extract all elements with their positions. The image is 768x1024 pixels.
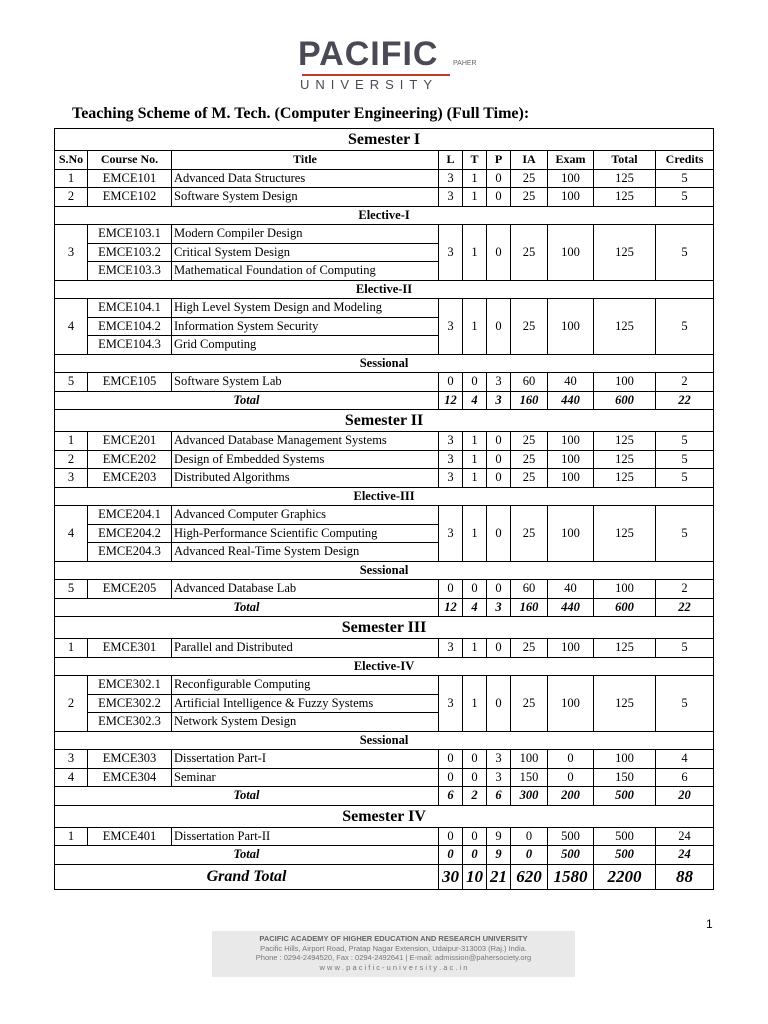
total-credits: 22 — [656, 391, 714, 410]
document-heading: Teaching Scheme of M. Tech. (Computer Engineering) (Full Time): — [72, 105, 530, 122]
logo-divider — [302, 74, 450, 76]
value-p: 0 — [487, 639, 511, 658]
course-code: EMCE302.3 — [88, 713, 172, 732]
value-t: 1 — [463, 676, 487, 732]
course-title: Design of Embedded Systems — [172, 450, 439, 469]
total-t: 4 — [463, 598, 487, 617]
value-total: 125 — [594, 299, 656, 355]
serial-number: 1 — [55, 639, 88, 658]
elective-option-row — [55, 225, 714, 244]
course-title: Distributed Algorithms — [172, 469, 439, 488]
serial-number: 1 — [55, 169, 88, 188]
value-ia: 25 — [511, 225, 548, 281]
value-t: 0 — [463, 827, 487, 846]
semester-title-row — [55, 805, 714, 827]
course-code: EMCE302.2 — [88, 694, 172, 713]
course-code: EMCE202 — [88, 450, 172, 469]
value-ia: 25 — [511, 169, 548, 188]
total-row — [55, 787, 714, 806]
value-ia: 25 — [511, 469, 548, 488]
value-exam: 100 — [548, 506, 594, 562]
value-ia: 25 — [511, 299, 548, 355]
column-header: Course No. — [88, 151, 172, 170]
value-credits: 5 — [656, 225, 714, 281]
value-total: 125 — [594, 432, 656, 451]
total-row — [55, 846, 714, 865]
value-credits: 5 — [656, 676, 714, 732]
course-title: Advanced Computer Graphics — [172, 506, 439, 525]
grand-total-p: 21 — [487, 864, 511, 889]
course-row — [55, 432, 714, 451]
elective-option-row — [55, 299, 714, 318]
value-exam: 100 — [548, 432, 594, 451]
total-exam: 500 — [548, 846, 594, 865]
total-exam: 440 — [548, 598, 594, 617]
total-p: 6 — [487, 787, 511, 806]
course-code: EMCE204.3 — [88, 543, 172, 562]
semester-title-row — [55, 617, 714, 639]
value-credits: 2 — [656, 580, 714, 599]
section-band-row — [55, 561, 714, 580]
column-header: Credits — [656, 151, 714, 170]
value-l: 3 — [439, 225, 463, 281]
value-t: 0 — [463, 373, 487, 392]
course-title: Dissertation Part-II — [172, 827, 439, 846]
value-exam: 100 — [548, 676, 594, 732]
value-p: 0 — [487, 676, 511, 732]
value-credits: 5 — [656, 188, 714, 207]
footer-contact: Phone : 0294-2494520, Fax : 0294-2492641 | E-mail: admission@pahersociety.org — [255, 953, 532, 962]
section-band-row — [55, 487, 714, 506]
course-row — [55, 169, 714, 188]
value-t: 0 — [463, 580, 487, 599]
column-header: IA — [511, 151, 548, 170]
value-total: 125 — [594, 169, 656, 188]
course-row — [55, 768, 714, 787]
course-code: EMCE303 — [88, 750, 172, 769]
section-label: Elective-III — [55, 487, 714, 506]
total-t: 2 — [463, 787, 487, 806]
value-total: 100 — [594, 373, 656, 392]
value-l: 3 — [439, 432, 463, 451]
footer-address-block — [212, 931, 575, 977]
course-code: EMCE103.1 — [88, 225, 172, 244]
course-code: EMCE102 — [88, 188, 172, 207]
total-total: 600 — [594, 391, 656, 410]
course-row — [55, 827, 714, 846]
course-title: Software System Design — [172, 188, 439, 207]
serial-number: 3 — [55, 225, 88, 281]
value-ia: 25 — [511, 506, 548, 562]
serial-number: 2 — [55, 450, 88, 469]
section-band-row — [55, 657, 714, 676]
logo-subtitle: UNIVERSITY — [300, 77, 439, 92]
value-l: 3 — [439, 169, 463, 188]
value-t: 1 — [463, 639, 487, 658]
course-title: High-Performance Scientific Computing — [172, 524, 439, 543]
course-title: Advanced Real-Time System Design — [172, 543, 439, 562]
course-code: EMCE204.1 — [88, 506, 172, 525]
course-code: EMCE104.3 — [88, 336, 172, 355]
total-l: 0 — [439, 846, 463, 865]
value-total: 150 — [594, 768, 656, 787]
course-code: EMCE301 — [88, 639, 172, 658]
value-t: 1 — [463, 432, 487, 451]
course-row — [55, 450, 714, 469]
course-row — [55, 580, 714, 599]
course-row — [55, 639, 714, 658]
value-credits: 5 — [656, 299, 714, 355]
value-t: 0 — [463, 750, 487, 769]
value-l: 0 — [439, 580, 463, 599]
total-row — [55, 391, 714, 410]
grand-total-ia: 620 — [511, 864, 548, 889]
page-number: 1 — [706, 917, 713, 931]
column-header: Exam — [548, 151, 594, 170]
course-row — [55, 188, 714, 207]
elective-option-row — [55, 506, 714, 525]
value-p: 3 — [487, 750, 511, 769]
value-p: 0 — [487, 506, 511, 562]
serial-number: 3 — [55, 750, 88, 769]
course-title: Software System Lab — [172, 373, 439, 392]
course-code: EMCE104.1 — [88, 299, 172, 318]
value-p: 0 — [487, 169, 511, 188]
value-credits: 4 — [656, 750, 714, 769]
value-exam: 100 — [548, 450, 594, 469]
value-l: 0 — [439, 768, 463, 787]
value-t: 1 — [463, 469, 487, 488]
total-p: 3 — [487, 391, 511, 410]
grand-total-t: 10 — [463, 864, 487, 889]
value-p: 0 — [487, 469, 511, 488]
total-l: 12 — [439, 598, 463, 617]
value-exam: 100 — [548, 469, 594, 488]
course-title: Modern Compiler Design — [172, 225, 439, 244]
value-ia: 25 — [511, 188, 548, 207]
total-l: 6 — [439, 787, 463, 806]
grand-total-total: 2200 — [594, 864, 656, 889]
total-l: 12 — [439, 391, 463, 410]
value-ia: 25 — [511, 639, 548, 658]
total-p: 9 — [487, 846, 511, 865]
course-code: EMCE103.2 — [88, 243, 172, 262]
value-ia: 60 — [511, 373, 548, 392]
value-exam: 0 — [548, 750, 594, 769]
value-ia: 0 — [511, 827, 548, 846]
section-label: Elective-II — [55, 280, 714, 299]
logo-wordmark: PACIFIC — [298, 35, 439, 73]
value-p: 3 — [487, 768, 511, 787]
value-l: 0 — [439, 750, 463, 769]
value-total: 125 — [594, 639, 656, 658]
value-ia: 60 — [511, 580, 548, 599]
value-t: 1 — [463, 450, 487, 469]
column-header-row — [55, 151, 714, 170]
section-band-row — [55, 354, 714, 373]
total-ia: 160 — [511, 391, 548, 410]
course-code: EMCE201 — [88, 432, 172, 451]
value-exam: 0 — [548, 768, 594, 787]
value-total: 100 — [594, 750, 656, 769]
course-code: EMCE205 — [88, 580, 172, 599]
semester-title: Semester I — [55, 129, 714, 151]
value-l: 3 — [439, 676, 463, 732]
value-total: 125 — [594, 225, 656, 281]
value-credits: 5 — [656, 169, 714, 188]
course-title: Advanced Database Management Systems — [172, 432, 439, 451]
value-ia: 150 — [511, 768, 548, 787]
value-t: 1 — [463, 188, 487, 207]
value-t: 1 — [463, 169, 487, 188]
value-credits: 5 — [656, 432, 714, 451]
value-l: 3 — [439, 469, 463, 488]
value-exam: 100 — [548, 225, 594, 281]
value-total: 500 — [594, 827, 656, 846]
course-code: EMCE203 — [88, 469, 172, 488]
serial-number: 2 — [55, 676, 88, 732]
value-p: 0 — [487, 225, 511, 281]
value-l: 3 — [439, 188, 463, 207]
total-total: 600 — [594, 598, 656, 617]
value-credits: 6 — [656, 768, 714, 787]
serial-number: 1 — [55, 827, 88, 846]
serial-number: 1 — [55, 432, 88, 451]
section-band-row — [55, 280, 714, 299]
value-ia: 100 — [511, 750, 548, 769]
serial-number: 4 — [55, 506, 88, 562]
value-p: 0 — [487, 580, 511, 599]
teaching-scheme-table — [54, 128, 714, 890]
course-title: Advanced Data Structures — [172, 169, 439, 188]
course-code: EMCE101 — [88, 169, 172, 188]
semester-title: Semester IV — [55, 805, 714, 827]
value-exam: 100 — [548, 639, 594, 658]
value-p: 0 — [487, 450, 511, 469]
semester-title-row — [55, 410, 714, 432]
value-ia: 25 — [511, 450, 548, 469]
column-header: Title — [172, 151, 439, 170]
value-credits: 5 — [656, 506, 714, 562]
footer-institution: PACIFIC ACADEMY OF HIGHER EDUCATION AND RESEARCH UNIVERSITY — [259, 934, 528, 943]
total-ia: 160 — [511, 598, 548, 617]
total-ia: 0 — [511, 846, 548, 865]
value-total: 125 — [594, 506, 656, 562]
column-header: P — [487, 151, 511, 170]
value-exam: 100 — [548, 299, 594, 355]
course-title: Parallel and Distributed — [172, 639, 439, 658]
total-t: 4 — [463, 391, 487, 410]
course-title: Information System Security — [172, 317, 439, 336]
elective-option-row — [55, 676, 714, 695]
value-l: 3 — [439, 299, 463, 355]
value-l: 3 — [439, 506, 463, 562]
total-exam: 200 — [548, 787, 594, 806]
semester-title: Semester III — [55, 617, 714, 639]
total-credits: 22 — [656, 598, 714, 617]
serial-number: 5 — [55, 580, 88, 599]
grand-total-credits: 88 — [656, 864, 714, 889]
value-l: 3 — [439, 639, 463, 658]
value-credits: 24 — [656, 827, 714, 846]
value-l: 3 — [439, 450, 463, 469]
section-label: Sessional — [55, 731, 714, 750]
section-label: Elective-I — [55, 206, 714, 225]
section-label: Sessional — [55, 354, 714, 373]
course-title: Critical System Design — [172, 243, 439, 262]
serial-number: 4 — [55, 768, 88, 787]
value-t: 1 — [463, 225, 487, 281]
value-total: 100 — [594, 580, 656, 599]
value-p: 0 — [487, 299, 511, 355]
section-band-row — [55, 206, 714, 225]
value-credits: 5 — [656, 469, 714, 488]
column-header: T — [463, 151, 487, 170]
grand-total-row — [55, 864, 714, 889]
course-title: High Level System Design and Modeling — [172, 299, 439, 318]
footer-address: Pacific Hills, Airport Road, Pratap Nagar Extension, Udaipur-313003 (Raj.) India. — [260, 943, 527, 953]
course-code: EMCE401 — [88, 827, 172, 846]
course-code: EMCE105 — [88, 373, 172, 392]
value-t: 1 — [463, 506, 487, 562]
value-total: 125 — [594, 450, 656, 469]
total-credits: 24 — [656, 846, 714, 865]
course-title: Reconfigurable Computing — [172, 676, 439, 695]
section-label: Elective-IV — [55, 657, 714, 676]
value-p: 3 — [487, 373, 511, 392]
value-total: 125 — [594, 676, 656, 732]
total-ia: 300 — [511, 787, 548, 806]
semester-title-row — [55, 129, 714, 151]
serial-number: 4 — [55, 299, 88, 355]
course-row — [55, 373, 714, 392]
value-credits: 5 — [656, 450, 714, 469]
value-exam: 40 — [548, 373, 594, 392]
serial-number: 3 — [55, 469, 88, 488]
value-l: 0 — [439, 827, 463, 846]
total-label: Total — [55, 391, 439, 410]
column-header: Total — [594, 151, 656, 170]
total-total: 500 — [594, 787, 656, 806]
course-title: Grid Computing — [172, 336, 439, 355]
total-row — [55, 598, 714, 617]
serial-number: 2 — [55, 188, 88, 207]
value-t: 0 — [463, 768, 487, 787]
total-p: 3 — [487, 598, 511, 617]
course-code: EMCE304 — [88, 768, 172, 787]
section-label: Sessional — [55, 561, 714, 580]
value-l: 0 — [439, 373, 463, 392]
course-title: Network System Design — [172, 713, 439, 732]
grand-total-l: 30 — [439, 864, 463, 889]
course-row — [55, 469, 714, 488]
value-credits: 5 — [656, 639, 714, 658]
course-title: Dissertation Part-I — [172, 750, 439, 769]
course-row — [55, 750, 714, 769]
total-credits: 20 — [656, 787, 714, 806]
value-ia: 25 — [511, 676, 548, 732]
grand-total-exam: 1580 — [548, 864, 594, 889]
serial-number: 5 — [55, 373, 88, 392]
course-title: Advanced Database Lab — [172, 580, 439, 599]
value-exam: 100 — [548, 188, 594, 207]
course-code: EMCE302.1 — [88, 676, 172, 695]
column-header: S.No — [55, 151, 88, 170]
university-logo — [298, 36, 488, 96]
total-label: Total — [55, 846, 439, 865]
total-exam: 440 — [548, 391, 594, 410]
course-title: Mathematical Foundation of Computing — [172, 262, 439, 281]
value-exam: 40 — [548, 580, 594, 599]
total-t: 0 — [463, 846, 487, 865]
value-p: 0 — [487, 188, 511, 207]
value-exam: 500 — [548, 827, 594, 846]
course-title: Seminar — [172, 768, 439, 787]
value-t: 1 — [463, 299, 487, 355]
logo-tag: PAHER — [453, 60, 477, 67]
grand-total-label: Grand Total — [55, 864, 439, 889]
footer-website: w w w . p a c i f i c - u n i v e r s i t y . a c . i n — [319, 962, 468, 972]
total-total: 500 — [594, 846, 656, 865]
course-code: EMCE104.2 — [88, 317, 172, 336]
semester-title: Semester II — [55, 410, 714, 432]
value-credits: 2 — [656, 373, 714, 392]
course-code: EMCE103.3 — [88, 262, 172, 281]
course-code: EMCE204.2 — [88, 524, 172, 543]
value-ia: 25 — [511, 432, 548, 451]
column-header: L — [439, 151, 463, 170]
value-p: 0 — [487, 432, 511, 451]
value-p: 9 — [487, 827, 511, 846]
value-total: 125 — [594, 188, 656, 207]
section-band-row — [55, 731, 714, 750]
total-label: Total — [55, 598, 439, 617]
value-exam: 100 — [548, 169, 594, 188]
value-total: 125 — [594, 469, 656, 488]
course-title: Artificial Intelligence & Fuzzy Systems — [172, 694, 439, 713]
total-label: Total — [55, 787, 439, 806]
